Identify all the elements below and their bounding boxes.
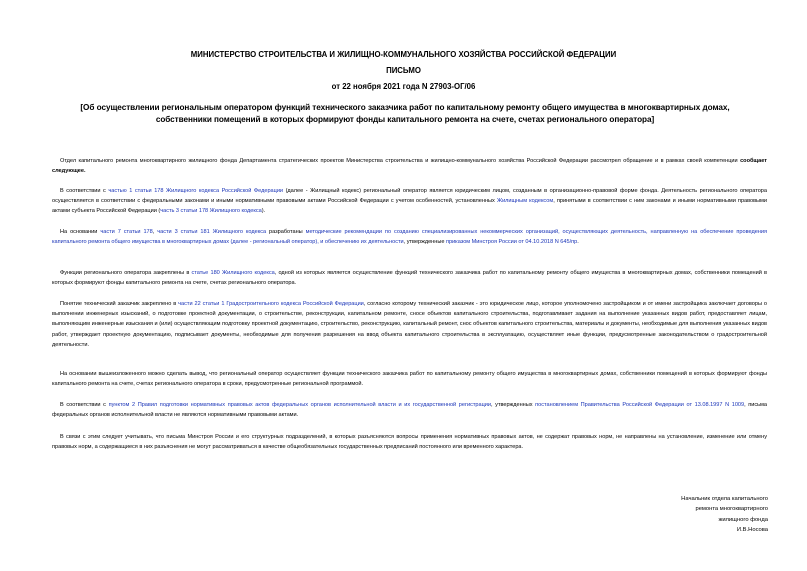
document-link[interactable]: части 22 статьи 1 Градостроительного кодекса Российской Федерации [178, 301, 364, 307]
paragraph-text: В связи с этим следует учитывать, что письма Минстроя России и его структурных подразделений, в которых разъясняются вопросы применения нормативных правовых актов, не содержат правовых норм, не направлены на установление, изменение или отмену правовых норм, а содержащиеся в них разъяснения не могут рассматриваться в качестве общеобязательных государственных предписаний постоянного или временного характера. [52, 434, 767, 451]
document-link[interactable]: части 3 статьи 181 Жилищного кодекса [157, 229, 267, 235]
signature-block [568, 494, 768, 535]
paragraph-text: Функции регионального оператора закреплены в [60, 270, 192, 276]
document-title: [Об осуществлении региональным оператором функций технического заказчика работ по капитальному ремонту общего имущества в многоквартирных домах, собственники помещений в которых формируют фонды капитального ремонта на счете, счетах регионального оператора] [80, 103, 730, 124]
document-date-number: от 22 ноября 2021 года N 27903-ОГ/06 [331, 82, 476, 91]
paragraph-6 [52, 369, 767, 389]
paragraph-text: В соответствии с [60, 188, 109, 194]
signature-position-line-1: Начальник отдела капитального [681, 496, 768, 502]
document-link[interactable]: Жилищным кодексом [496, 198, 554, 205]
paragraph-7 [52, 400, 767, 420]
paragraph-text: На основании вышеизложенного можно сделать вывод, что региональный оператор осуществляет функции технического заказчика работ по капитальному ремонту общего имущества в многоквартирных домах, собственники помещений в которых формируют фонды капитального ремонта на счете, счетах регионального оператора в сроки, предусмотренные региональной программой. [52, 371, 767, 388]
document-link[interactable]: постановлением Правительства Российской Федерации от 13.08.1997 N 1009 [535, 402, 745, 408]
paragraph-text: , согласно которому технический заказчик - это юридическое лицо, которое уполномочено застройщиком и от имени застройщика заключает договоры о выполнении инженерных изысканий, о подготовке проектной документации, о строительстве, реконструкции, капитальном ремонте, сносе объектов капитального строительства, подготавливает задания на выполнение указанных видов работ, предоставляет лицам, выполняющим инженерные изыскания и (или) осуществляющим подготовку проектной документацию, строительство, реконструкцию, капитальный ремонт, снос объектов капитального строительства, материалы и документы, необходимые для выполнения указанных видов работ, утверждает проектную документацию, подписывает документы, необходимые для получения разрешения на ввод объекта капитального строительства в эксплуатацию, осуществляет иные функции, предусмотренные законодательством о градостроительной деятельности. [52, 301, 767, 348]
paragraph-3 [52, 227, 767, 247]
paragraph-text: разработаны [266, 229, 306, 235]
paragraph-text: , принятыми в соответствии с ним законами и иными нормативными правовыми актами субъекта Российской Федерации ( [52, 198, 767, 215]
paragraph-text: (далее - Жилищный кодекс) региональный оператор является юридическим лицом, созданным в организационно-правовой форме фонда. Деятельность регионального оператора осуществляется в соответствии с федеральными законами и иными нормативными правовыми актами Российской Федерации с учетом особенностей, установленных [52, 188, 767, 205]
paragraph-text: На основании [60, 229, 101, 235]
document-link[interactable]: методические рекомендации по созданию специализированных некоммерческих организаций, осуществляющих деятельность, направленную на обеспечение проведения капитального ремонта общего имущества в многоквартирных домах (далее - региональный оператор), и обеспечению их деятельности [52, 229, 767, 246]
document-link[interactable]: статье 180 Жилищного кодекса [191, 270, 275, 276]
paragraph-text: , [152, 229, 158, 235]
paragraph-text: , одной из которых является осуществление функций технического заказчика работ по капитальному ремонту общего имущества в многоквартирных домах, собственники помещений в которых формируют фонды капитального ремонта на счете, счетах регионального оператора. [52, 270, 768, 287]
paragraph-text: Понятие технический заказчик закреплено в [60, 301, 179, 307]
document-link[interactable]: части 7 статьи 178 [100, 229, 153, 235]
document-link[interactable]: приказом Минстроя России от 04.10.2018 N 645/пр [445, 239, 578, 246]
paragraph-text: , письма федеральных органов исполнительной власти не являются нормативными правовыми актами. [52, 402, 767, 419]
document-link[interactable]: часть 3 статьи 178 Жилищного кодекса [160, 208, 262, 215]
document-link[interactable]: пунктом 2 Правил подготовки нормативных правовых актов федеральных органов исполнительной власти и их государственной регистрации [108, 402, 491, 408]
paragraph-8 [52, 432, 767, 452]
paragraph-4 [52, 268, 767, 288]
paragraph-text: , утвержденных [491, 402, 536, 408]
ministry-name: МИНИСТЕРСТВО СТРОИТЕЛЬСТВА И ЖИЛИЩНО-КОММУНАЛЬНОГО ХОЗЯЙСТВА РОССИЙСКОЙ ФЕДЕРАЦИИ [190, 50, 617, 59]
paragraph-1 [52, 156, 767, 176]
paragraph-text: В соответствии с [60, 402, 109, 408]
paragraph-5 [52, 299, 767, 350]
signatory-name: И.В.Носова [736, 526, 768, 533]
paragraph-2 [52, 186, 767, 217]
paragraph-text: ). [261, 208, 266, 215]
paragraph-text: Отдел капитального ремонта многоквартирного жилищного фонда Департамента стратегических проектов Министерства строительства и жилищно-коммунального хозяйства Российской Федерации рассмотрел обращение и в рамках своей компетенции [60, 158, 741, 164]
document-link[interactable]: частью 1 статьи 178 Жилищного кодекса Российской Федерации [108, 188, 284, 194]
signature-position-line-2: ремонта многоквартирного [695, 506, 768, 513]
paragraph-text: . [577, 239, 579, 246]
paragraph-text: , утвержденные [403, 239, 446, 246]
signature-position-line-3: жилищного фонда [718, 516, 768, 523]
document-type: ПИСЬМО [386, 66, 421, 75]
bold-text: сообщает следующее. [52, 158, 767, 175]
